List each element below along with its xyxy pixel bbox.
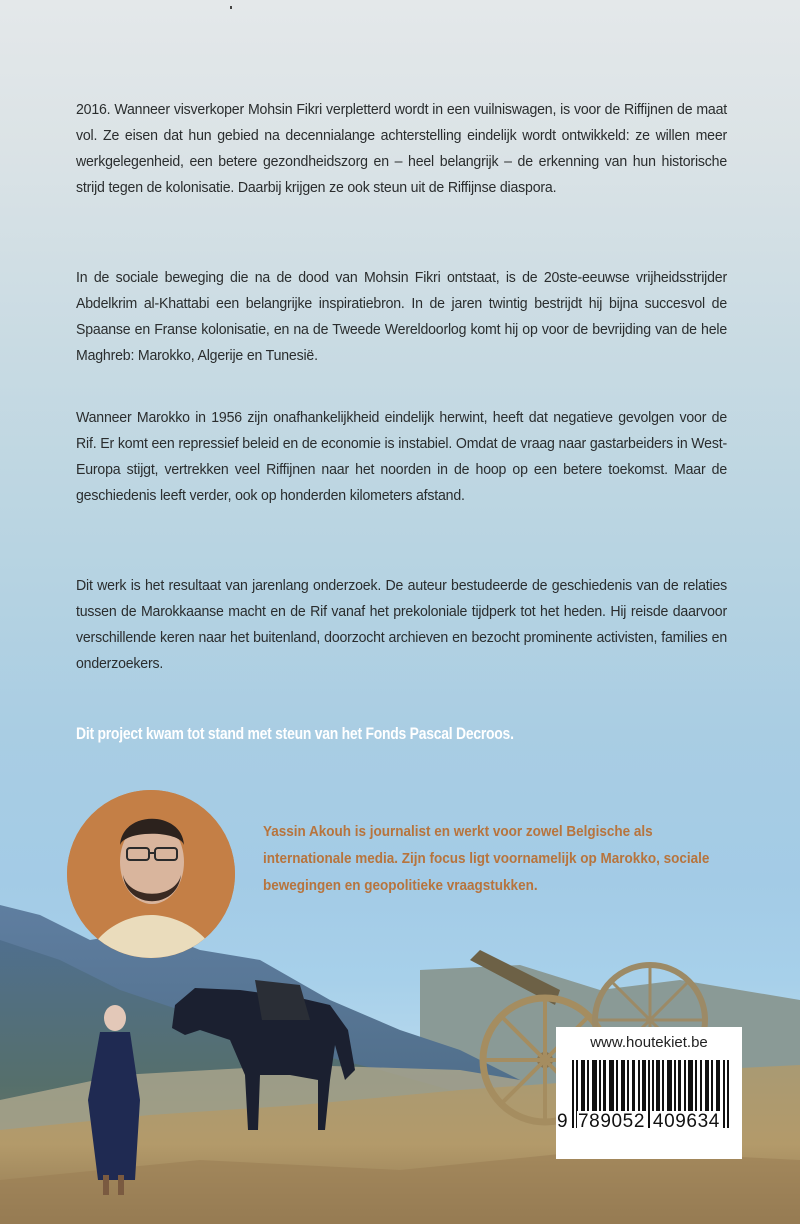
isbn-number bbox=[556, 1111, 742, 1133]
print-speck bbox=[230, 6, 232, 9]
blurb-paragraph-2: In de sociale beweging die na de dood van Mohsin Fikri ontstaat, is de 20ste-eeuwse vrijheidsstrijder Abdelkrim al-Khattabi een belangrijke inspiratiebron. In de jaren twintig bestrijdt hij bijna succesvol de Spaanse en Franse kolonisatie, en na de Tweede Wereldoorlog komt hij op voor de bevrijding van de hele Maghreb: Marokko, Algerije en Tunesië. bbox=[76, 269, 727, 364]
isbn-barcode-block bbox=[556, 1027, 742, 1159]
publisher-website[interactable]: www.houtekiet.be bbox=[590, 1034, 708, 1051]
isbn-group-2: 409634 bbox=[652, 1111, 720, 1132]
author-bio: Yassin Akouh is journalist en werkt voor zowel Belgische als internationale media. Zijn focus ligt voornamelijk op Marokko, sociale bewegingen en geopolitieke vraagstukken. bbox=[263, 823, 710, 894]
isbn-group-1: 789052 bbox=[578, 1111, 646, 1132]
isbn-lead-digit: 9 bbox=[557, 1111, 569, 1132]
blurb-paragraph-1: 2016. Wanneer visverkoper Mohsin Fikri verpletterd wordt in een vuilniswagen, is voor de Riffijnen de maat vol. Ze eisen dat hun gebied na decennialange achterstelling eindelijk wordt ontwikkeld: ze willen meer werkgelegenheid, een betere gezondheidszorg en – heel belangrijk – de erkenning van hun historische strijd tegen de kolonisatie. Daarbij krijgen ze ook steun uit de Riffijnse diaspora. bbox=[76, 101, 727, 196]
blurb-paragraph-4: Dit werk is het resultaat van jarenlang onderzoek. De auteur bestudeerde de geschiedenis van de relaties tussen de Marokkaanse macht en de Rif vanaf het prekoloniale tijdperk tot het heden. Hij reisde daarvoor verschillende keren naar het buitenland, doorzocht archieven en bezocht prominente activisten, families en onderzoekers. bbox=[76, 577, 727, 672]
author-avatar bbox=[67, 790, 235, 958]
blurb-paragraph-3: Wanneer Marokko in 1956 zijn onafhankelijkheid eindelijk herwint, heeft dat negatieve gevolgen voor de Rif. Er komt een repressief beleid en de economie is instabiel. Omdat de vraag naar gastarbeiders in West-Europa stijgt, vertrekken veel Riffijnen naar het noorden in de hoop op een betere toekomst. Maar de geschiedenis leeft verder, ook op honderden kilometers afstand. bbox=[76, 409, 727, 504]
support-note: Dit project kwam tot stand met steun van het Fonds Pascal Decroos. bbox=[76, 724, 514, 743]
author-portrait-icon bbox=[67, 790, 235, 958]
